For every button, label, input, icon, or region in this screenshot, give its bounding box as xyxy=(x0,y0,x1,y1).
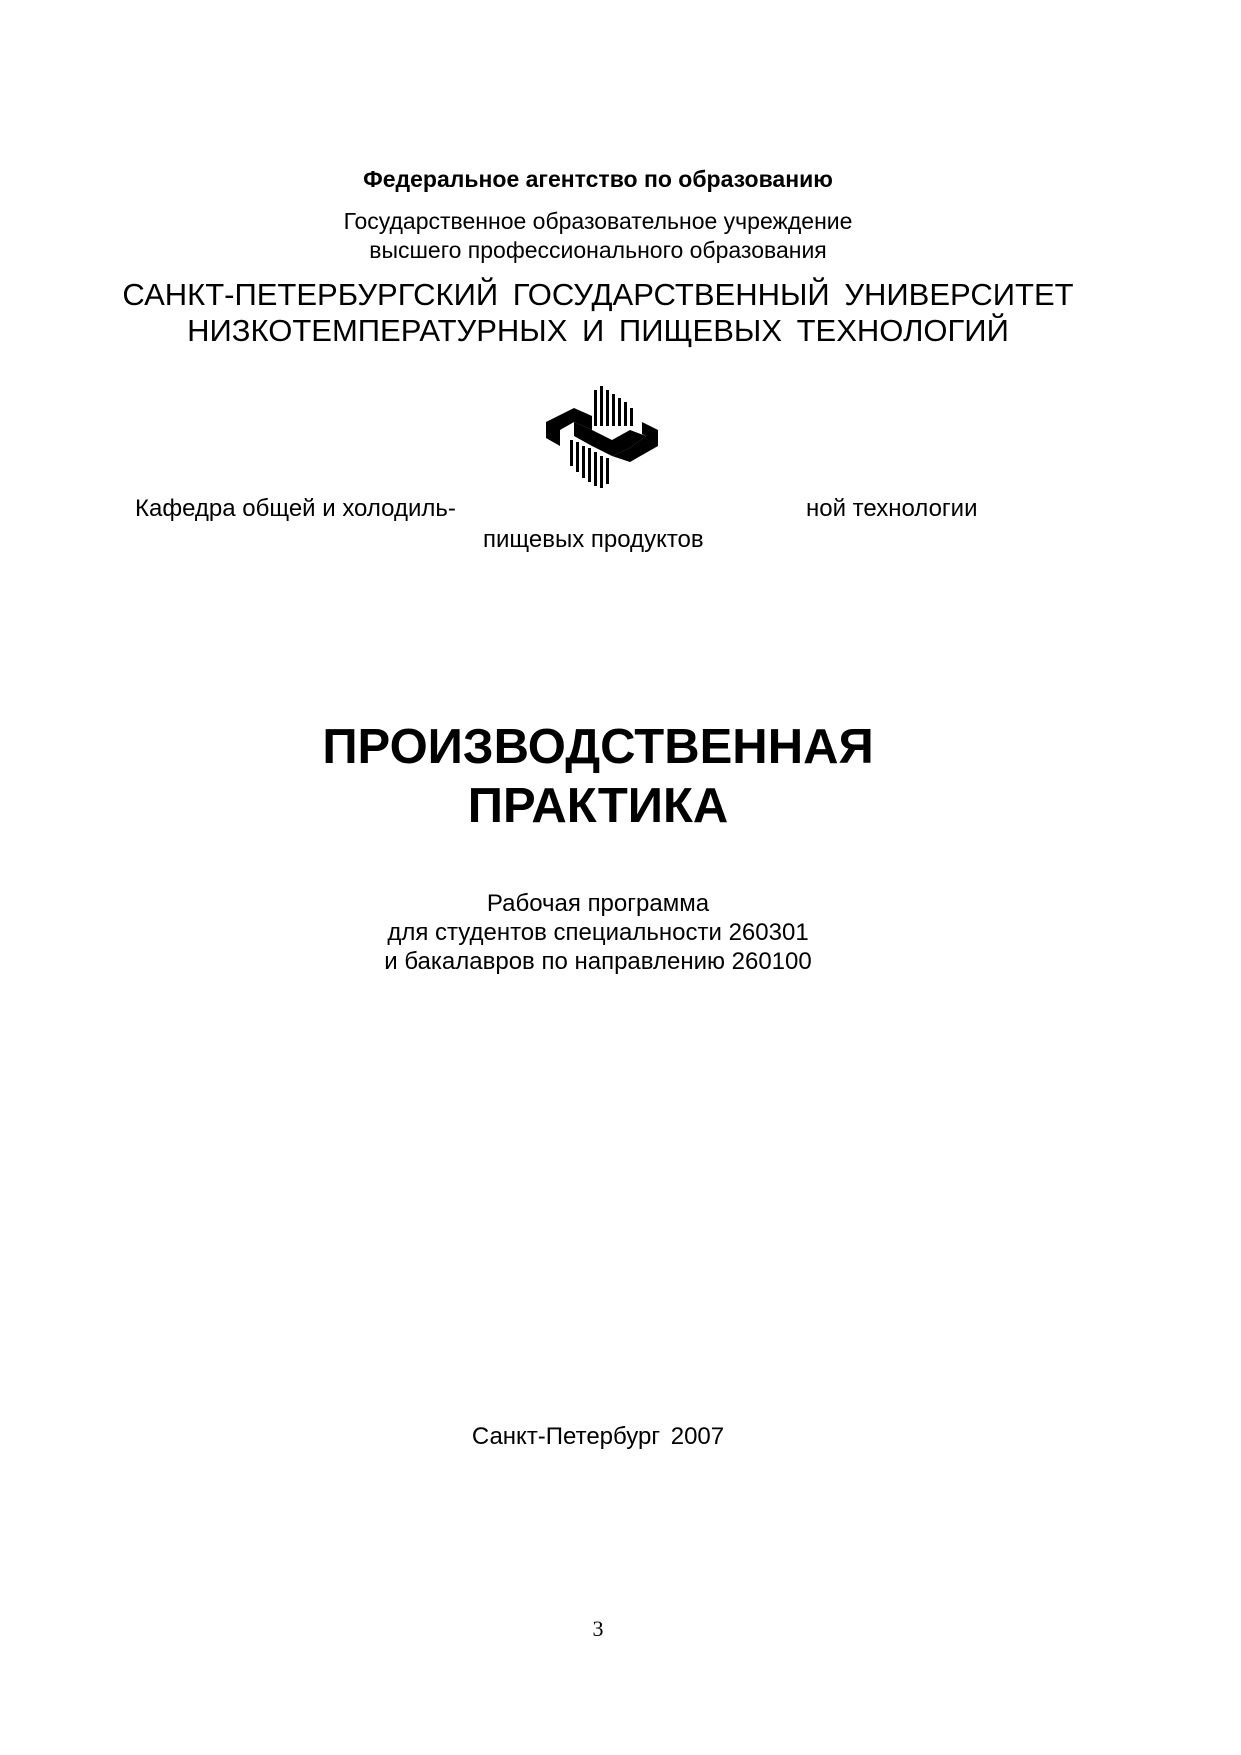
university-name-line-1: САНКТ-ПЕТЕРБУРГСКИЙ ГОСУДАРСТВЕННЫЙ УНИВЕРСИТЕТ xyxy=(122,277,1074,312)
subtitle-line-2: для студентов специальности 260301 xyxy=(387,919,809,946)
subtitle-line-3: и бакалавров по направлению 260100 xyxy=(384,948,812,975)
institution-line-2: высшего профессионального образования xyxy=(369,237,827,263)
institution-line-1: Государственное образовательное учреждение xyxy=(343,208,853,234)
department-text-left: Кафедра общей и холодиль- xyxy=(135,495,456,522)
university-emblem-icon xyxy=(546,386,658,488)
university-name-line-2: НИЗКОТЕМПЕРАТУРНЫХ И ПИЩЕВЫХ ТЕХНОЛОГИЙ xyxy=(187,313,1009,348)
department-text-bottom: пищевых продуктов xyxy=(483,526,704,553)
agency-name: Федеральное агентство по образованию xyxy=(363,166,833,192)
department-text-right: ной технологии xyxy=(806,495,978,522)
document-title-line-2: ПРАКТИКА xyxy=(467,779,729,833)
subtitle-line-1: Рабочая программа xyxy=(486,890,710,917)
document-title-line-1: ПРОИЗВОДСТВЕННАЯ xyxy=(322,720,874,774)
city-year: Санкт-Петербург 2007 xyxy=(471,1423,725,1450)
page-number: 3 xyxy=(592,1616,604,1641)
